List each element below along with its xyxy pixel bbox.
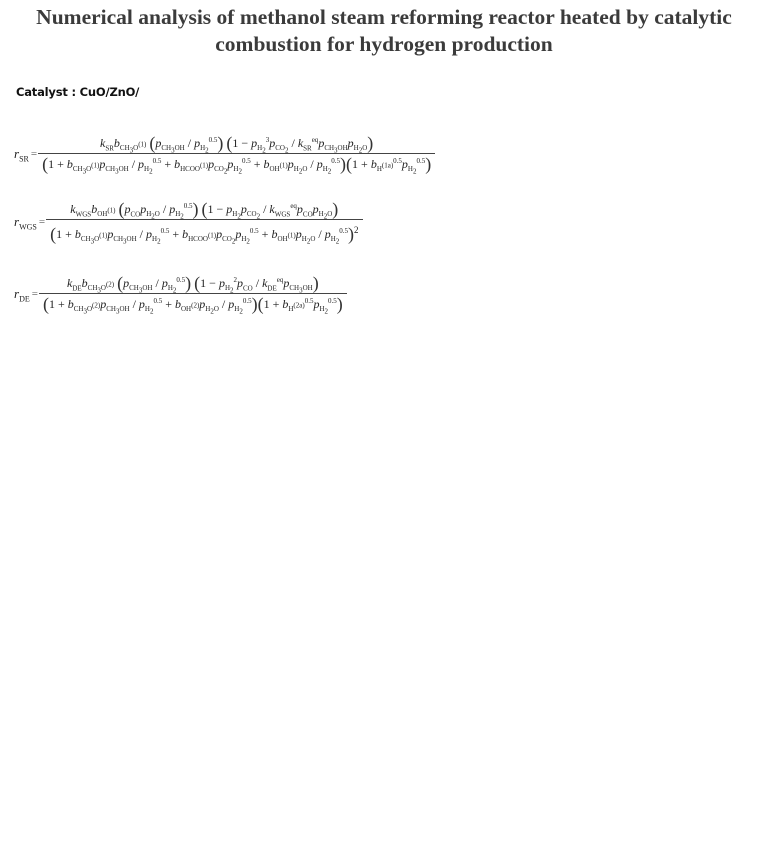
equals-sign: = — [38, 215, 46, 228]
denominator: $(1 + b_{CH_3O^{(1)}}p_{CH_3OH} / p_{H_2}^{0.5} + b_{HCOO^{(1)}}p_{CO_2}p_{H_2}^{0.5} + b_{OH^{(1)}}p_{H_2O} / p_{H_2}^{0.5})^2$ — [50, 224, 359, 246]
numerator: $k_{WGS}b_{OH^{(1)}}$ $(p_{CO}p_{H_2O} / p_{H_2}^{0.5}) (1 - p_{H_2}p_{CO_2} / k_{WGS}^{eq}p_{CO}p_{H_2O})$ — [70, 199, 339, 221]
catalyst-label: Catalyst : CuO/ZnO/ — [16, 85, 140, 99]
fraction — [38, 133, 435, 174]
equation-r-wgs — [14, 199, 363, 244]
denominator: $(1 + b_{CH_3O^{(1)}}p_{CH_3OH} / p_{H_2}^{0.5} + b_{HCOO^{(1)}}p_{CO_2}p_{H_2}^{0.5} + b_{OH^{(1)}}p_{H_2O} / p_{H_2}^{0.5})(1 + b_{H^{(1a)}}^{0.5}p_{H_2}^{0.5})$ — [42, 154, 432, 176]
equals-sign: = — [31, 287, 38, 300]
equation-lhs: $r_{DE}$ — [14, 285, 30, 304]
equation-lhs: $r_{SR}$ — [14, 145, 29, 164]
numerator: $k_{SR}b_{CH_3O^{(1)}}$ $(p_{CH_3OH} / p_{H_2}^{0.5}) (1 - p_{H_2}^3p_{CO_2} / k_{SR}^{eq}p_{CH_3OH}p_{H_2O})$ — [100, 133, 374, 155]
equation-r-de — [14, 273, 347, 314]
equation-r-sr — [14, 133, 435, 174]
equals-sign: = — [30, 147, 38, 160]
denominator: $(1 + b_{CH_3O^{(2)}}p_{CH_3OH} / p_{H_2}^{0.5} + b_{OH^{(2)}}p_{H_2O} / p_{H_2}^{0.5})(1 + b_{H^{(2a)}}^{0.5}p_{H_2}^{0.5})$ — [42, 294, 343, 316]
fraction — [39, 273, 347, 314]
fraction — [46, 199, 362, 244]
equation-lhs: $r_{WGS}$ — [14, 213, 37, 232]
paper-title: Numerical analysis of methanol steam reforming reactor heated by catalytic combustion for hydrogen production — [36, 5, 732, 56]
numerator: $k_{DE}b_{CH_3O^{(2)}}$ $(p_{CH_3OH} / p_{H_2}^{0.5}) (1 - p_{H_2}^2p_{CO} / k_{DE}^{eq}p_{CH_3OH})$ — [67, 273, 319, 295]
